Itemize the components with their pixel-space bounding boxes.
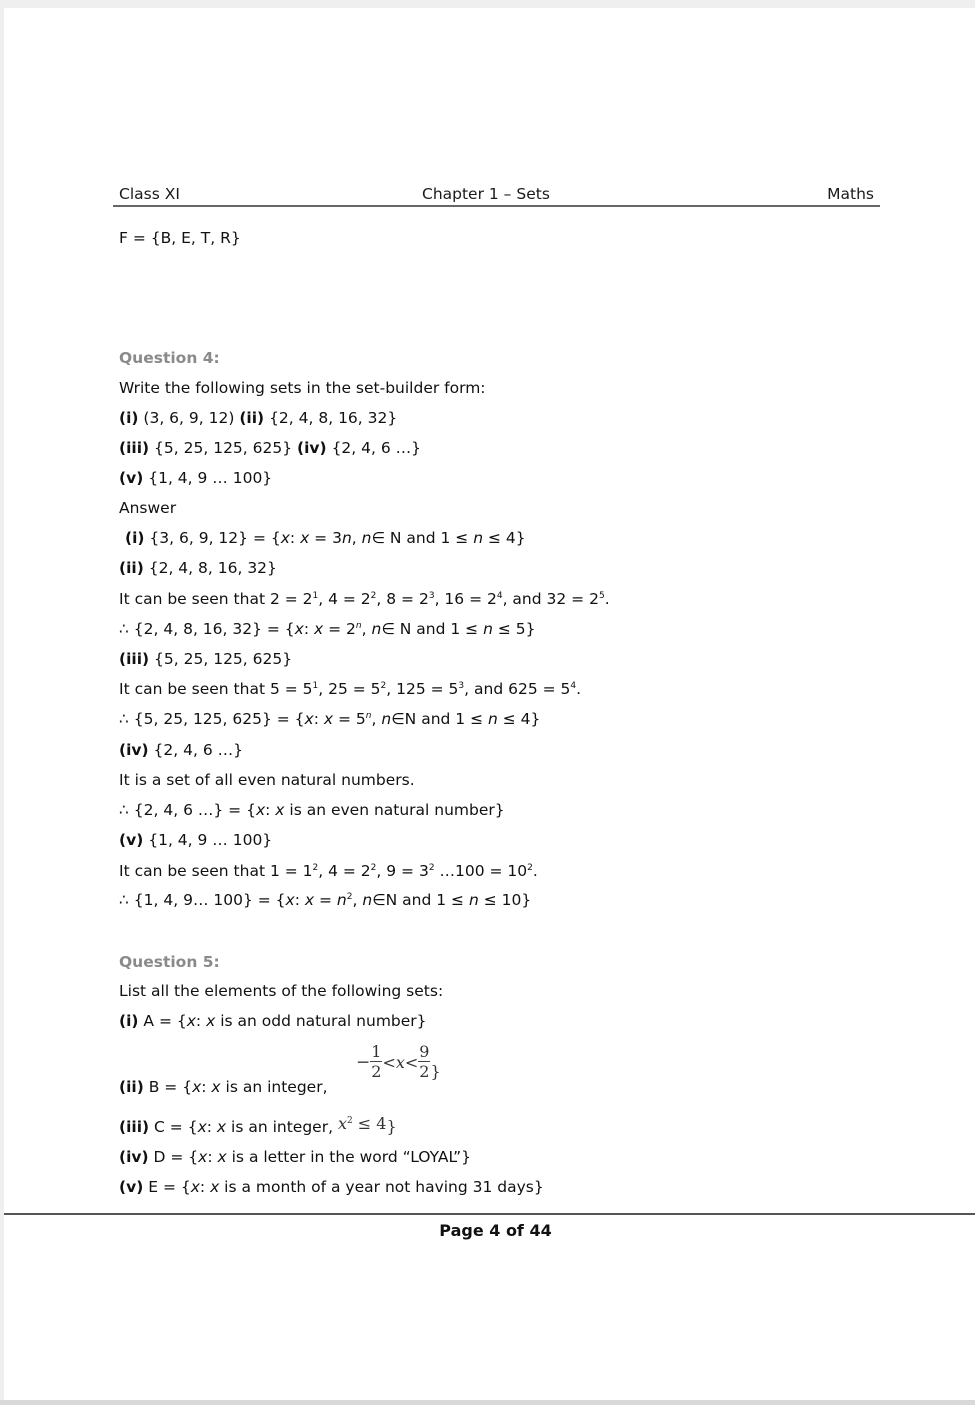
part-text: {5, 25, 125, 625}: [154, 439, 293, 457]
answer-text: {3, 6, 9, 12} = {x: x = 3n, n∈ N and 1 ≤ n ≤ 4}: [149, 529, 526, 547]
running-header: [113, 185, 880, 207]
part-label: (i): [119, 1012, 139, 1030]
question-5-prompt: List all the elements of the following sets:: [119, 982, 444, 1000]
question-4-parts-line-3: [119, 468, 272, 488]
part-label: (iv): [119, 1148, 149, 1166]
question-5-part-v: [119, 1177, 544, 1197]
header-chapter: Chapter 1 – Sets: [422, 185, 550, 203]
footer-divider: [4, 1213, 975, 1215]
answer-iii-heading: [119, 649, 292, 669]
part-text: E = {x: x is a month of a year not having 31 days}: [148, 1178, 544, 1196]
answer-ii-result: ∴ {2, 4, 8, 16, 32} = {x: $x = 2^n$, n∈ N and 1 ≤ n ≤ 5}: [119, 620, 536, 638]
part-label: (v): [119, 831, 144, 849]
part-label: (i): [125, 529, 145, 547]
question-5-part-iii: (iii) C = {x: x is an integer, $x^2 \le 4$}: [119, 1114, 397, 1136]
question-4-parts-line-1: [119, 408, 397, 428]
answer-label: Answer: [119, 499, 177, 517]
answer-iv-result: ∴ {2, 4, 6 …} = {x: x is an even natural number}: [119, 801, 505, 819]
part-label: (iv): [297, 439, 327, 457]
answer-ii-observation: It can be seen that $2 = 2^1$, $4 = 2^2$, $8 = 2^3$, $16 = 2^4$, and $32 = 2^5$.: [119, 590, 610, 608]
part-label: (iii): [119, 439, 150, 457]
header-class: Class XI: [119, 185, 180, 203]
inequality-math: $x^2 \le 4$: [337, 1114, 387, 1133]
part-label: (v): [119, 469, 144, 487]
part-text: D = {x: x is a letter in the word “LOYAL”}: [153, 1148, 471, 1166]
question-5-title: Question 5:: [119, 953, 220, 971]
answer-i: [125, 528, 526, 548]
question-5-part-iv: [119, 1147, 471, 1167]
answer-ii-heading: [119, 558, 277, 578]
carryover-line: F = {B, E, T, R}: [119, 229, 241, 247]
answer-iv-observation: It is a set of all even natural numbers.: [119, 771, 415, 789]
part-text: {1, 4, 9 … 100}: [148, 469, 273, 487]
answer-iii-result: ∴ {5, 25, 125, 625} = {x: $x = 5^n$, n∈N and 1 ≤ n ≤ 4}: [119, 710, 541, 728]
answer-set: {2, 4, 6 …}: [153, 741, 243, 759]
part-label: (v): [119, 1178, 144, 1196]
part-label: (ii): [119, 1078, 144, 1096]
answer-set: {1, 4, 9 … 100}: [148, 831, 273, 849]
answer-v-observation: It can be seen that $1 = 1^2$, $4 = 2^2$, $9 = 3^2$ …100 = $10^2$.: [119, 862, 538, 880]
part-text: {2, 4, 8, 16, 32}: [269, 409, 398, 427]
answer-set: {5, 25, 125, 625}: [154, 650, 293, 668]
page-number: Page 4 of 44: [439, 1221, 552, 1240]
question-5-part-ii: [119, 1077, 328, 1097]
part-label: (iv): [119, 741, 149, 759]
part-text: C = {x: x is an integer,: [154, 1118, 334, 1136]
part-text: (3, 6, 9, 12): [143, 409, 235, 427]
part-text: {2, 4, 6 …}: [331, 439, 422, 457]
answer-v-result: ∴ {1, 4, 9… 100} = {x: $x = n^2$, n∈N and 1 ≤ n ≤ 10}: [119, 891, 532, 909]
question-4-prompt: Write the following sets in the set-builder form:: [119, 379, 486, 397]
part-label: (iii): [119, 1118, 150, 1136]
inequality-math: − $\frac{1}{2}$ <x< $\frac{9}{2}$ }: [356, 1042, 441, 1081]
fraction-one-half: $\frac{1}{2}$: [371, 1042, 382, 1081]
header-subject: Maths: [827, 185, 874, 203]
answer-v-heading: [119, 830, 272, 850]
page-shadow: [0, 1400, 975, 1405]
question-5-part-i: [119, 1011, 427, 1031]
fraction-nine-halves: $\frac{9}{2}$: [419, 1042, 430, 1081]
question-4-parts-line-2: [119, 438, 421, 458]
answer-iv-heading: [119, 740, 243, 760]
answer-set: {2, 4, 8, 16, 32}: [148, 559, 277, 577]
part-text: A = {x: x is an odd natural number}: [143, 1012, 427, 1030]
part-text: B = {x: x is an integer,: [148, 1078, 328, 1096]
part-label: (iii): [119, 650, 150, 668]
question-4-title: Question 4:: [119, 349, 220, 367]
part-label: (ii): [239, 409, 265, 427]
part-label: (i): [119, 409, 139, 427]
part-label: (ii): [119, 559, 144, 577]
answer-iii-observation: It can be seen that $5 = 5^1$, $25 = 5^2$, $125 = 5^3$, and $625 = 5^4$.: [119, 680, 582, 698]
